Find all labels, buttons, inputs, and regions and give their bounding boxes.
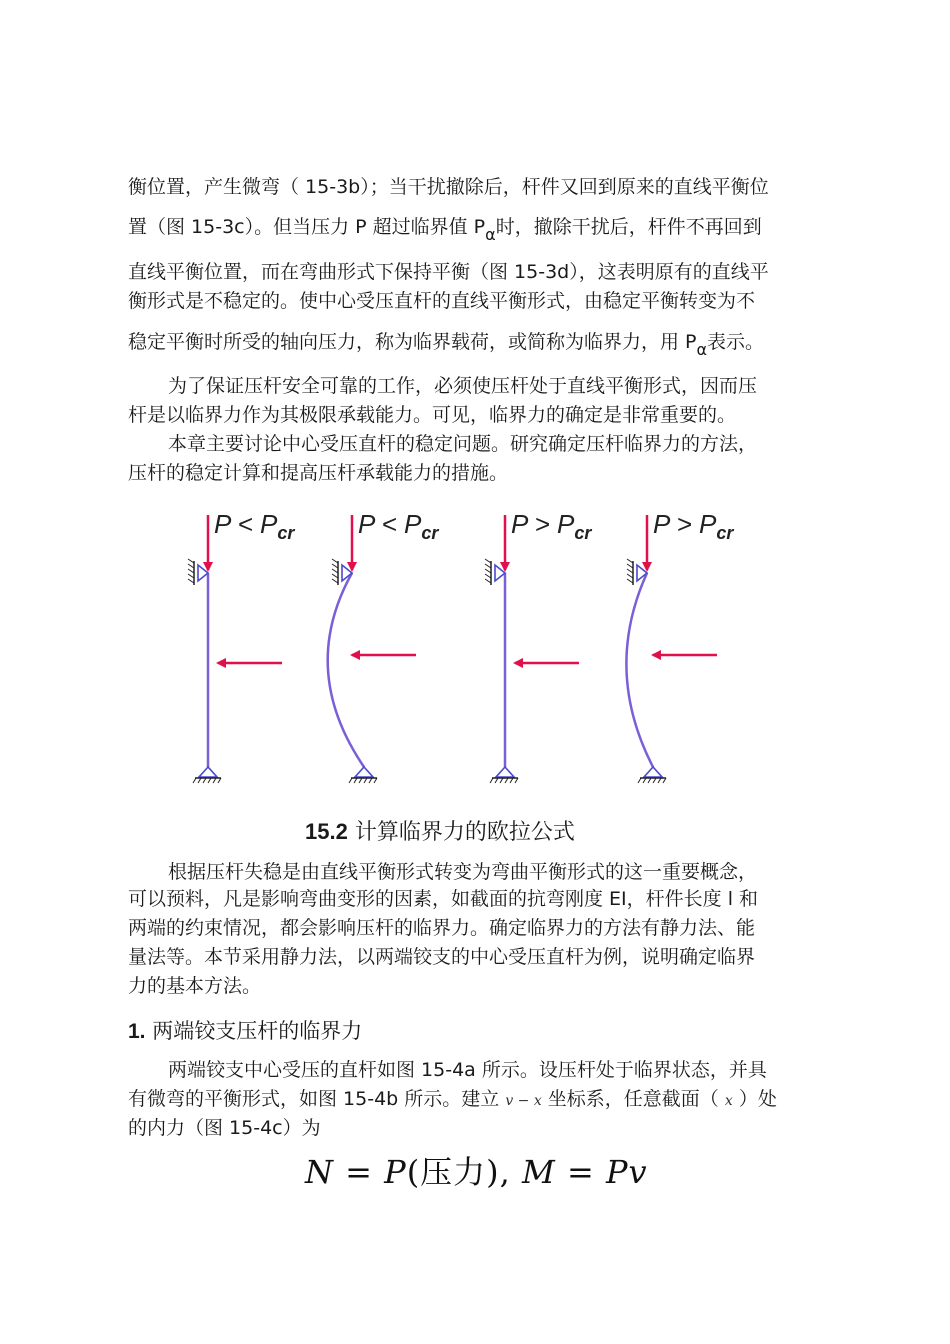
para1-line-2-sub: α [485, 225, 496, 244]
panel-1-bottom-support [199, 767, 217, 777]
panel-4-bottom-hatch [638, 778, 641, 783]
formula-eq1: = [334, 1153, 385, 1191]
formula-M: M [522, 1153, 556, 1191]
para1-line-5-pre: 稳定平衡时所受的轴向压力，称为临界载荷，或简称为临界力，用 P [128, 331, 697, 353]
para1-line-5-post: 表示。 [707, 331, 765, 353]
para2-line-1: 为了保证压杆安全可靠的工作，必须使压杆处于直线平衡形式，因而压 [168, 375, 758, 397]
panel-4-top-hatch [627, 564, 633, 568]
para1-line-2-pre: 置（图 15-3c）。但当压力 P 超过临界值 P [128, 216, 486, 238]
para3-line-2: 可以预料，凡是影响弯曲变形的因素，如截面的抗弯刚度 EI，杆件长度 l 和 [128, 888, 759, 910]
formula-P: P [384, 1153, 407, 1191]
para3-line-5: 力的基本方法。 [128, 975, 262, 997]
panel-1-top-hatch [188, 564, 194, 568]
panel-1-top-support [198, 565, 208, 581]
para2-line-4: 压杆的稳定计算和提高压杆承载能力的措施。 [128, 462, 509, 484]
panel-1-top-hatch [188, 574, 194, 578]
section-x-var: x [724, 1093, 733, 1109]
panel-4-bottom-support [644, 767, 662, 777]
para1-line-2-post: 时，撤除干扰后，杆件不再回到 [495, 216, 762, 238]
panel-3-load-label: $P > P_{cr}$ [511, 509, 592, 543]
panel-3-bottom-hatch [490, 778, 493, 783]
section-title: 计算临界力的欧拉公式 [354, 820, 575, 845]
para3-line-1: 根据压杆失稳是由直线平衡形式转变为弯曲平衡形式的这一重要概念， [168, 861, 758, 883]
panel-2-top-hatch [332, 579, 338, 583]
para4-line-2-b: 坐标系，任意截面（ [547, 1088, 719, 1110]
subsection-title: 两端铰支压杆的临界力 [152, 1019, 363, 1043]
para4-line-2 [128, 1087, 777, 1113]
panel-1-bottom-hatch [193, 778, 196, 783]
coord-system-var: v − x [505, 1093, 542, 1109]
para3-line-3: 两端的约束情况，都会影响压杆的临界力。确定临界力的方法有静力法、能 [128, 917, 756, 939]
panel-4-top-hatch [627, 579, 633, 583]
panel-4-top-hatch [627, 574, 633, 578]
section-number: 15.2 [305, 819, 348, 844]
panel-3-top-support [495, 565, 505, 581]
panel-2-top-hatch [332, 559, 338, 563]
panel-1-top-hatch [188, 559, 194, 563]
formula-Pv: Pv [605, 1153, 648, 1191]
section-heading [305, 815, 575, 846]
panel-4-column [626, 573, 653, 767]
panel-4-top-hatch [627, 559, 633, 563]
panel-1-top-hatch [188, 569, 194, 573]
panel-3-top-hatch [485, 569, 491, 573]
formula-N: N [305, 1153, 334, 1191]
panel-4-load-label: $P > P_{cr}$ [653, 509, 734, 543]
column-buckling-figure [170, 495, 820, 795]
panel-2-top-support [342, 565, 352, 581]
panel-2-top-hatch [332, 569, 338, 573]
panel-3-bottom-support [496, 767, 514, 777]
para1-line-5 [128, 330, 765, 359]
panel-2-bottom-hatch [349, 778, 352, 783]
panel-2-bottom-support [355, 767, 373, 777]
para4-line-3: 的内力（图 15-4c）为 [128, 1117, 321, 1139]
para4-line-2-a: 有微弯的平衡形式，如图 15-4b 所示。建立 [128, 1088, 500, 1110]
para1-line-4: 衡形式是不稳定的。使中心受压直杆的直线平衡形式，由稳定平衡转变为不 [128, 290, 756, 312]
para1-line-3: 直线平衡位置，而在弯曲形式下保持平衡（图 15-3d），这表明原有的直线平 [128, 261, 769, 283]
para1-line-5-sub: α [696, 340, 708, 359]
panel-4-top-hatch [627, 569, 633, 573]
panel-3-top-hatch [485, 564, 491, 568]
para2-line-3: 本章主要讨论中心受压直杆的稳定问题。研究确定压杆临界力的方法， [168, 433, 758, 455]
panel-3-top-hatch [485, 574, 491, 578]
panel-1-load-label: $P < P_{cr}$ [214, 509, 295, 543]
formula-sep: , [499, 1153, 523, 1191]
para4-line-1: 两端铰支中心受压的直杆如图 15-4a 所示。设压杆处于临界状态，并具 [168, 1059, 767, 1081]
para2-line-2: 杆是以临界力作为其极限承载能力。可见，临界力的确定是非常重要的。 [128, 404, 737, 426]
panel-2-top-hatch [332, 564, 338, 568]
para1-line-1: 衡位置，产生微弯（ 15-3b）；当干扰撤除后，杆件又回到原来的直线平衡位 [128, 176, 769, 198]
internal-force-formula [305, 1147, 648, 1193]
panel-3-top-hatch [485, 579, 491, 583]
panel-2-column [328, 573, 364, 767]
panel-3-top-hatch [485, 559, 491, 563]
para3-line-4: 量法等。本节采用静力法，以两端铰支的中心受压直杆为例，说明确定临界 [128, 946, 756, 968]
subsection-number: 1. [128, 1020, 146, 1043]
formula-paren: (压力) [406, 1153, 500, 1191]
para4-line-2-c: ）处 [738, 1088, 777, 1110]
panel-2-top-hatch [332, 574, 338, 578]
subsection-heading [128, 1015, 362, 1045]
formula-eq2: = [555, 1153, 606, 1191]
panel-2-load-label: $P < P_{cr}$ [358, 509, 439, 543]
para1-line-2 [128, 215, 762, 244]
panel-1-top-hatch [188, 579, 194, 583]
